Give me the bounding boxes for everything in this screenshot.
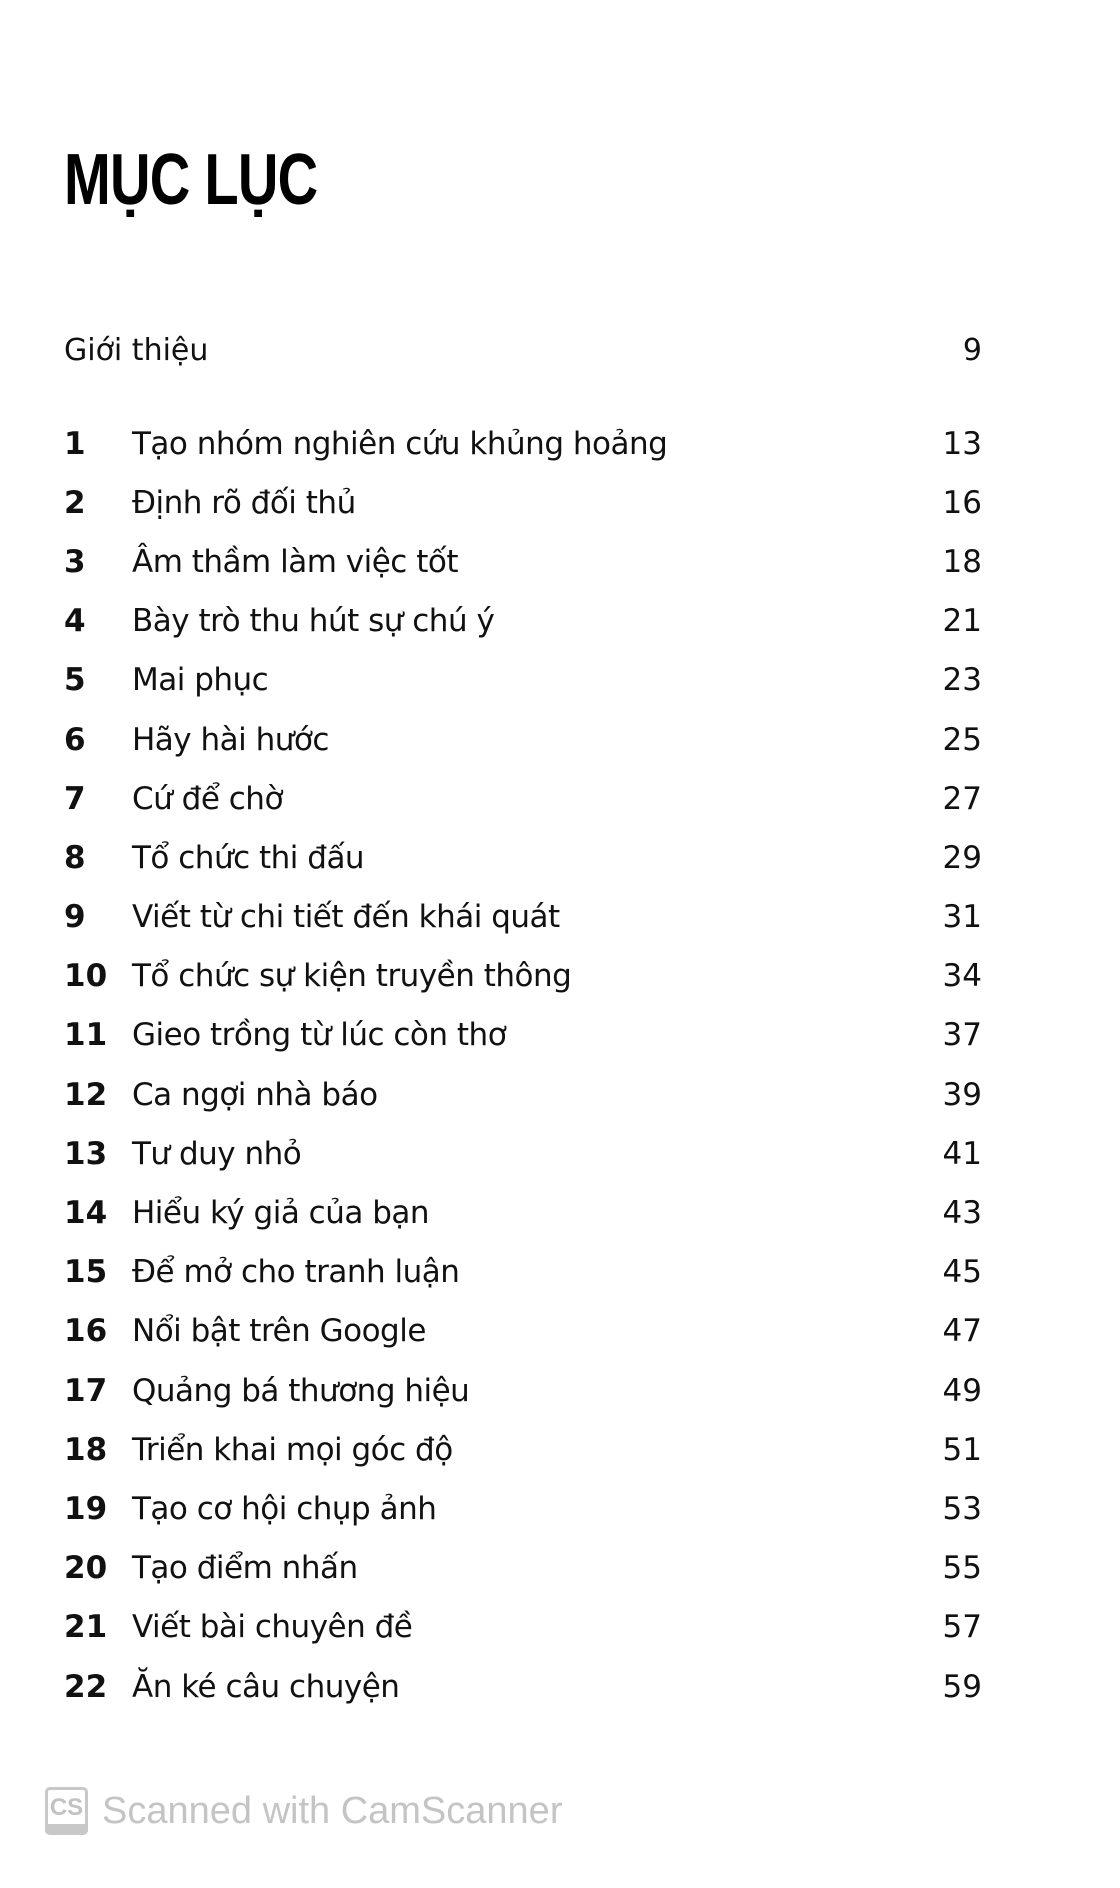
chapter-title: Tư duy nhỏ [132, 1135, 302, 1172]
chapter-title: Cứ để chờ [132, 780, 283, 817]
chapter-number: 17 [64, 1372, 108, 1409]
page-number: 37 [942, 1017, 982, 1054]
chapter-number: 1 [64, 425, 86, 462]
toc-entry [64, 888, 982, 947]
toc-entry [64, 414, 982, 473]
page-number: 25 [942, 721, 982, 758]
chapter-title: Hiểu ký giả của bạn [132, 1195, 430, 1232]
chapter-number: 7 [64, 780, 86, 817]
camscanner-logo-icon: CS [45, 1787, 88, 1835]
toc-entry [64, 710, 982, 769]
toc-intro-row [64, 328, 982, 372]
chapter-title: Ca ngợi nhà báo [132, 1076, 378, 1113]
chapter-title: Tạo cơ hội chụp ảnh [132, 1490, 437, 1527]
toc-entry [64, 1302, 982, 1361]
watermark-text: Scanned with CamScanner [102, 1789, 563, 1832]
page-number: 59 [942, 1668, 982, 1705]
page-number: 57 [942, 1609, 982, 1646]
page-number: 49 [942, 1372, 982, 1409]
toc-entry [64, 592, 982, 651]
chapter-title: Triển khai mọi góc độ [132, 1431, 453, 1468]
chapter-number: 10 [64, 958, 108, 995]
chapter-number: 9 [64, 899, 86, 936]
toc-entry [64, 1065, 982, 1124]
page-number: 34 [942, 958, 982, 995]
chapter-title: Tổ chức thi đấu [132, 839, 365, 876]
page-number: 53 [942, 1490, 982, 1527]
chapter-number: 4 [64, 603, 86, 640]
toc-entry [64, 828, 982, 887]
chapter-title: Tạo nhóm nghiên cứu khủng hoảng [132, 425, 668, 462]
chapter-title: Tạo điểm nhấn [132, 1550, 358, 1587]
chapter-number: 6 [64, 721, 86, 758]
chapter-number: 18 [64, 1431, 108, 1468]
chapter-title: Âm thầm làm việc tốt [132, 543, 458, 580]
chapter-title: Mai phục [132, 662, 269, 699]
toc-entry [64, 532, 982, 591]
chapter-number: 2 [64, 484, 86, 521]
chapter-title: Quảng bá thương hiệu [132, 1372, 470, 1409]
chapter-number: 16 [64, 1313, 108, 1350]
page-number: 55 [942, 1550, 982, 1587]
chapter-number: 14 [64, 1195, 108, 1232]
page-number: 39 [942, 1076, 982, 1113]
page-number: 45 [942, 1254, 982, 1291]
chapter-number: 19 [64, 1490, 108, 1527]
toc-entry [64, 651, 982, 710]
toc-entry [64, 1243, 982, 1302]
toc-entry [64, 1479, 982, 1538]
chapter-title: Viết bài chuyên đề [132, 1609, 413, 1646]
toc-entry [64, 947, 982, 1006]
chapter-title: Nổi bật trên Google [132, 1313, 426, 1350]
chapter-number: 11 [64, 1017, 108, 1054]
toc-entry [64, 1006, 982, 1065]
page-number: 27 [942, 780, 982, 817]
page-title: MỤC LỤC [64, 140, 318, 220]
chapter-title: Bày trò thu hút sự chú ý [132, 603, 495, 640]
chapter-title: Ăn ké câu chuyện [132, 1668, 400, 1705]
page-number: 23 [942, 662, 982, 699]
toc-entry [64, 1539, 982, 1598]
page-number: 41 [942, 1135, 982, 1172]
toc-entry [64, 769, 982, 828]
toc-entry [64, 1598, 982, 1657]
toc-entry [64, 1183, 982, 1242]
chapter-title: Để mở cho tranh luận [132, 1254, 460, 1291]
page-number: 21 [942, 603, 982, 640]
camscanner-watermark [45, 1787, 562, 1835]
toc-entry [64, 1657, 982, 1716]
chapter-title: Viết từ chi tiết đến khái quát [132, 899, 560, 936]
chapter-number: 13 [64, 1135, 108, 1172]
toc-entry [64, 473, 982, 532]
chapter-title: Định rõ đối thủ [132, 484, 356, 521]
chapter-number: 22 [64, 1668, 108, 1705]
chapter-number: 20 [64, 1550, 108, 1587]
page-number: 31 [942, 899, 982, 936]
intro-page: 9 [962, 332, 982, 368]
page-number: 43 [942, 1195, 982, 1232]
chapter-number: 3 [64, 543, 86, 580]
chapter-number: 21 [64, 1609, 108, 1646]
chapter-title: Hãy hài hước [132, 721, 329, 758]
toc-entry [64, 1124, 982, 1183]
page-number: 29 [942, 839, 982, 876]
chapter-number: 8 [64, 839, 86, 876]
page-number: 47 [942, 1313, 982, 1350]
page-number: 16 [942, 484, 982, 521]
chapter-number: 12 [64, 1076, 108, 1113]
chapter-title: Gieo trồng từ lúc còn thơ [132, 1017, 507, 1054]
chapter-title: Tổ chức sự kiện truyền thông [132, 958, 572, 995]
table-of-contents [64, 414, 982, 1716]
toc-entry [64, 1361, 982, 1420]
toc-entry [64, 1420, 982, 1479]
chapter-number: 5 [64, 662, 86, 699]
chapter-number: 15 [64, 1254, 108, 1291]
page-number: 51 [942, 1431, 982, 1468]
page-number: 18 [942, 543, 982, 580]
page-number: 13 [942, 425, 982, 462]
intro-label: Giới thiệu [64, 332, 209, 368]
